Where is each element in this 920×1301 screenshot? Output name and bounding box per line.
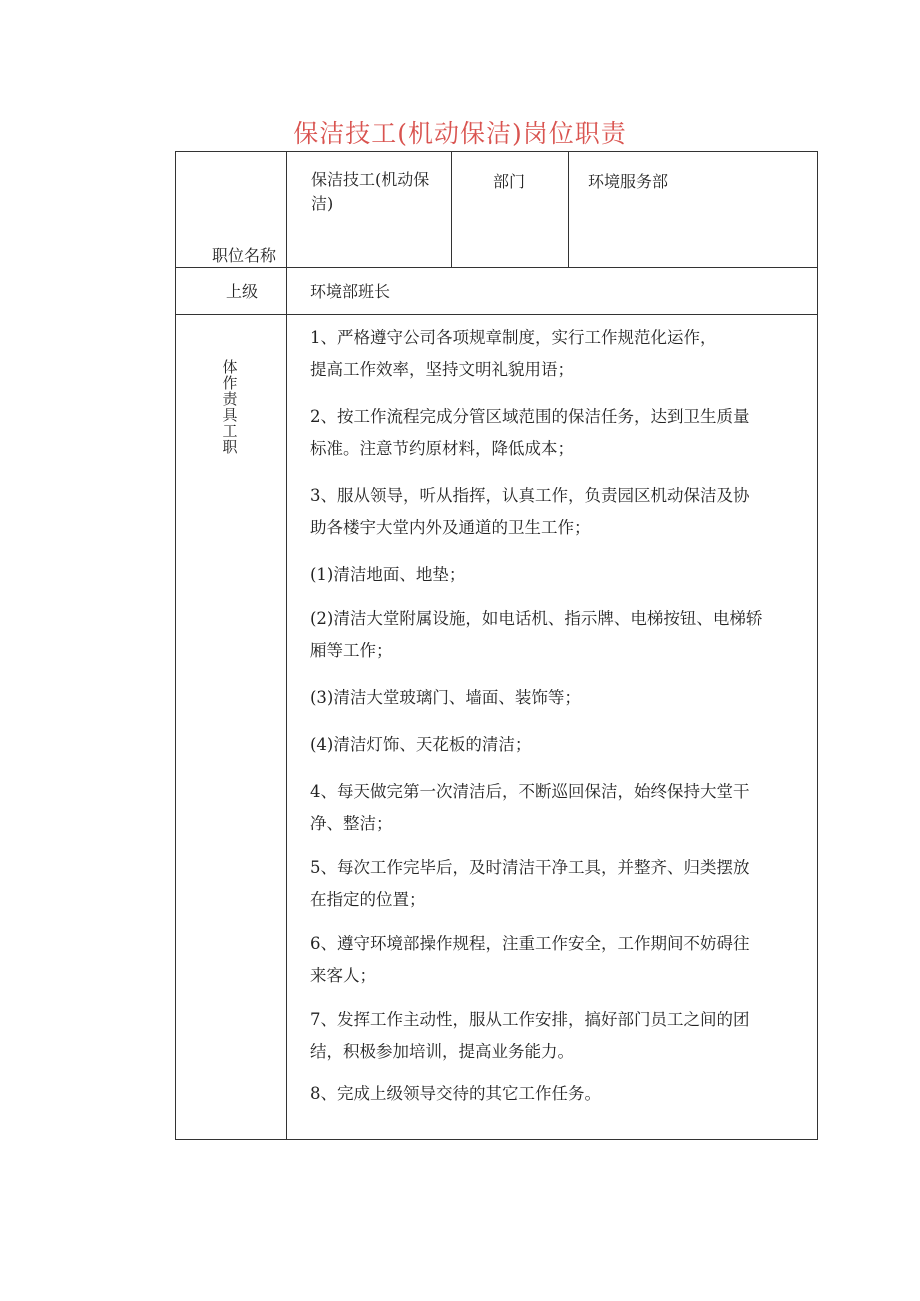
- row-divider: [176, 314, 817, 315]
- duty-item: 4、每天做完第一次清洁后，不断巡回保洁，始终保持大堂干 净、整洁；: [310, 782, 750, 833]
- superior-value: 环境部班长: [310, 282, 391, 301]
- position-value: 保洁技工(机动保 洁): [311, 170, 430, 213]
- duties-label: 体 作 责 具 工 职: [222, 358, 238, 456]
- duty-item: (4)清洁灯饰、天花板的清洁；: [310, 735, 532, 754]
- department-value: 环境服务部: [588, 172, 669, 191]
- duty-item: 6、遵守环境部操作规程，注重工作安全，工作期间不妨碍往 来客人；: [310, 934, 750, 985]
- duty-item: (1)清洁地面、地垫；: [310, 565, 466, 584]
- column-divider: [286, 152, 287, 1139]
- column-divider: [451, 152, 452, 267]
- superior-label: 上级: [226, 282, 259, 301]
- duty-item: 7、发挥工作主动性，服从工作安排，搞好部门员工之间的团 结，积极参加培训，提高业务能力。: [310, 1010, 750, 1061]
- column-divider: [568, 152, 569, 267]
- duty-item: (3)清洁大堂玻璃门、墙面、装饰等；: [310, 688, 581, 707]
- position-label: 职位名称: [212, 246, 277, 265]
- job-description-table: [175, 151, 818, 1140]
- department-label: 部门: [493, 172, 526, 191]
- duty-item: 2、按工作流程完成分管区域范围的保洁任务，达到卫生质量 标准。注意节约原材料，降低成本；: [310, 407, 750, 458]
- page-title: 保洁技工(机动保洁)岗位职责: [293, 119, 627, 148]
- duty-item: (2)清洁大堂附属设施，如电话机、指示牌、电梯按钮、电梯轿 厢等工作；: [310, 609, 763, 660]
- duties-list: [310, 322, 810, 1110]
- duty-item: 3、服从领导，听从指挥，认真工作，负责园区机动保洁及协 助各楼宇大堂内外及通道的卫生工作；: [310, 486, 750, 537]
- duty-item: 1、严格遵守公司各项规章制度，实行工作规范化运作， 提高工作效率，坚持文明礼貌用语；: [310, 328, 717, 379]
- duty-item: 8、完成上级领导交待的其它工作任务。: [310, 1084, 601, 1103]
- duty-item: 5、每次工作完毕后，及时清洁干净工具，并整齐、归类摆放 在指定的位置；: [310, 858, 750, 909]
